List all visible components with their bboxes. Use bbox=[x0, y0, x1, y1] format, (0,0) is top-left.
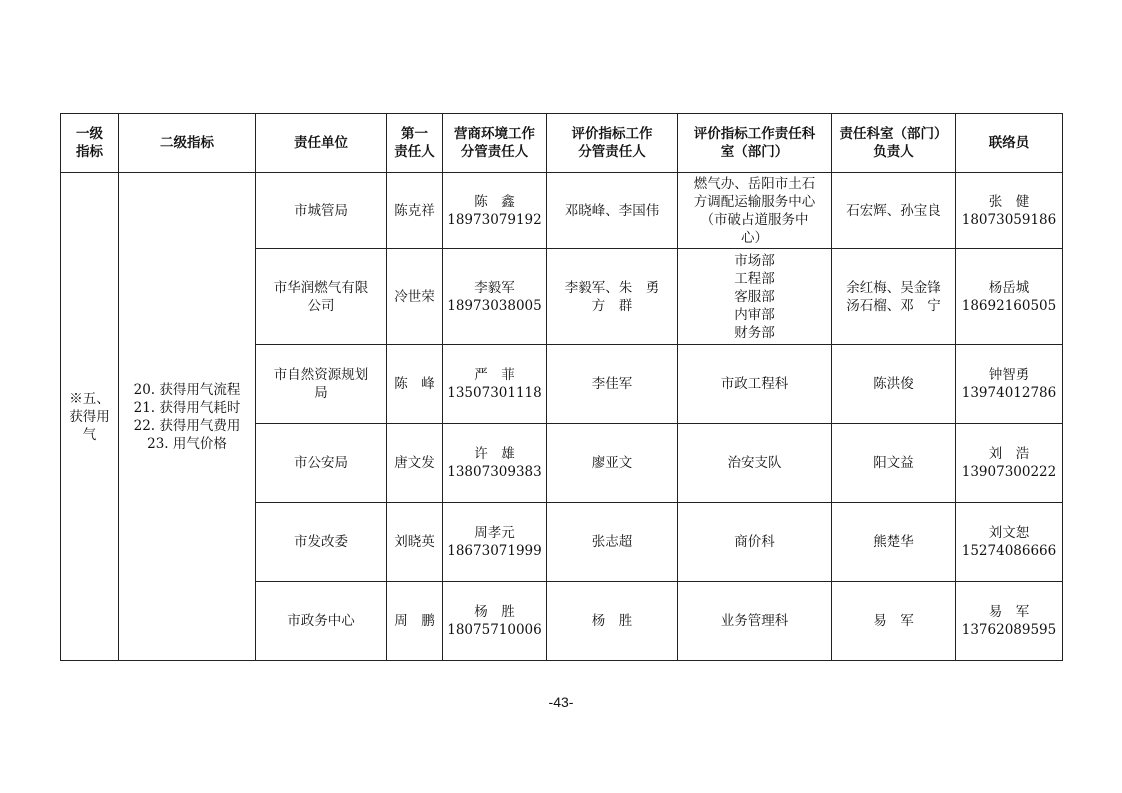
header-level1-line: 指标 bbox=[76, 144, 103, 160]
unit-cell bbox=[256, 582, 387, 661]
cell-line: 刘文恕 bbox=[988, 525, 1030, 541]
cell-line: 市场部 bbox=[734, 252, 775, 269]
level2-item: 21. 获得用气耗时 bbox=[133, 399, 241, 416]
eval-responsible-cell bbox=[547, 503, 678, 582]
cell-line: 熊楚华 bbox=[873, 534, 914, 550]
biz-responsible-cell bbox=[443, 424, 547, 503]
cell-line: 张 健 bbox=[988, 193, 1030, 210]
biz-responsible-cell bbox=[443, 582, 547, 661]
cell-line: 廖亚文 bbox=[591, 455, 633, 471]
cell-line: 陈 峰 bbox=[394, 376, 435, 392]
page-number: -43- bbox=[548, 694, 574, 710]
level2-indicators bbox=[119, 173, 256, 661]
header-head-line: 责任科室（部门） bbox=[839, 126, 948, 142]
eval-responsible-cell bbox=[547, 424, 678, 503]
cell-line: 余红梅、吴金锋 bbox=[846, 279, 941, 296]
biz-responsible-cell bbox=[443, 173, 547, 249]
cell-line: （市破占道服务中 bbox=[700, 211, 809, 228]
cell-line: 钟智勇 bbox=[988, 367, 1030, 383]
header-eval-line: 分管责任人 bbox=[578, 144, 646, 160]
cell-line: 陈洪俊 bbox=[873, 376, 914, 392]
cell-line: 陈 鑫 bbox=[474, 193, 515, 210]
cell-line: 市政务中心 bbox=[287, 613, 355, 629]
header-eval-responsible bbox=[547, 114, 678, 173]
cell-line: 汤石榴、邓 宁 bbox=[846, 297, 941, 314]
contact-cell bbox=[956, 345, 1063, 424]
eval-dept-cell bbox=[678, 249, 832, 345]
level2-item: 20. 获得用气流程 bbox=[133, 381, 241, 398]
first-responsible-cell bbox=[387, 424, 443, 503]
cell-line: 客服部 bbox=[734, 288, 775, 305]
level2-item: 22. 获得用气费用 bbox=[133, 417, 241, 434]
cell-line: 杨岳城 bbox=[988, 279, 1030, 296]
header-dept-line: 评价指标工作责任科 bbox=[693, 126, 816, 142]
header-biz-env-responsible bbox=[443, 114, 547, 173]
cell-line: 市自然资源规划 bbox=[273, 367, 369, 383]
cell-line: 市发改委 bbox=[294, 534, 348, 550]
cell-line: 公司 bbox=[307, 297, 335, 314]
cell-line: 许 雄 bbox=[474, 446, 515, 462]
dept-head-cell bbox=[832, 345, 956, 424]
cell-line: 局 bbox=[314, 385, 328, 401]
level1-line: 获得用 bbox=[69, 408, 110, 425]
eval-dept-cell bbox=[678, 582, 832, 661]
cell-line: 方 群 bbox=[591, 297, 633, 314]
cell-line: 市政工程科 bbox=[720, 376, 789, 392]
contact-cell bbox=[956, 582, 1063, 661]
contact-cell bbox=[956, 424, 1063, 503]
cell-line: 周 鹏 bbox=[394, 613, 435, 629]
level2-item: 23. 用气价格 bbox=[147, 435, 227, 452]
cell-line: 18673071999 bbox=[447, 543, 542, 559]
header-dept-head bbox=[832, 114, 956, 173]
cell-line: 18692160505 bbox=[961, 297, 1057, 314]
dept-head-cell bbox=[832, 424, 956, 503]
eval-dept-cell bbox=[678, 173, 832, 249]
header-level1 bbox=[61, 114, 119, 173]
cell-line: 18973079192 bbox=[447, 211, 542, 228]
cell-line: 18075710006 bbox=[447, 622, 542, 638]
cell-line: 13507301118 bbox=[447, 385, 542, 401]
first-responsible-cell bbox=[387, 173, 443, 249]
cell-line: 治安支队 bbox=[727, 455, 782, 471]
dept-head-cell bbox=[832, 582, 956, 661]
cell-line: 业务管理科 bbox=[720, 613, 789, 629]
level1-line: 气 bbox=[82, 426, 97, 443]
cell-line: 财务部 bbox=[734, 324, 775, 341]
first-responsible-cell bbox=[387, 503, 443, 582]
cell-line: 15274086666 bbox=[961, 543, 1057, 559]
unit-cell bbox=[256, 345, 387, 424]
contact-cell bbox=[956, 173, 1063, 249]
cell-line: 燃气办、岳阳市土石 bbox=[693, 175, 816, 192]
cell-line: 18973038005 bbox=[447, 297, 542, 314]
biz-responsible-cell bbox=[443, 345, 547, 424]
eval-responsible-cell bbox=[547, 249, 678, 345]
header-biz-line: 营商环境工作 bbox=[454, 126, 535, 142]
cell-line: 方调配运输服务中心 bbox=[693, 193, 816, 210]
cell-line: 13807309383 bbox=[447, 464, 542, 480]
header-unit: 责任单位 bbox=[256, 114, 387, 173]
cell-line: 易 军 bbox=[873, 613, 914, 629]
cell-line: 易 军 bbox=[988, 604, 1030, 620]
cell-line: 张志超 bbox=[591, 534, 633, 550]
first-responsible-cell bbox=[387, 345, 443, 424]
eval-responsible-cell bbox=[547, 345, 678, 424]
cell-line: 18073059186 bbox=[961, 211, 1057, 228]
biz-responsible-cell bbox=[443, 503, 547, 582]
cell-line: 市城管局 bbox=[294, 202, 348, 219]
header-level1-line: 一级 bbox=[76, 126, 103, 142]
header-level2: 二级指标 bbox=[119, 114, 256, 173]
biz-responsible-cell bbox=[443, 249, 547, 345]
unit-cell bbox=[256, 173, 387, 249]
contact-cell bbox=[956, 249, 1063, 345]
unit-cell bbox=[256, 249, 387, 345]
level1-indicator bbox=[61, 173, 119, 661]
cell-line: 邓晓峰、李国伟 bbox=[564, 202, 660, 219]
cell-line: 唐文发 bbox=[394, 455, 435, 471]
unit-cell bbox=[256, 424, 387, 503]
eval-responsible-cell bbox=[547, 582, 678, 661]
cell-line: 杨 胜 bbox=[591, 613, 633, 629]
cell-line: 13974012786 bbox=[961, 385, 1057, 401]
header-dept-line: 室（部门） bbox=[720, 144, 789, 160]
eval-dept-cell bbox=[678, 503, 832, 582]
header-eval-dept bbox=[678, 114, 832, 173]
header-eval-line: 评价指标工作 bbox=[571, 126, 653, 142]
first-responsible-cell bbox=[387, 582, 443, 661]
contact-cell bbox=[956, 503, 1063, 582]
cell-line: 李佳军 bbox=[591, 376, 633, 392]
unit-cell bbox=[256, 503, 387, 582]
cell-line: 严 菲 bbox=[474, 367, 515, 383]
cell-line: 市公安局 bbox=[294, 455, 348, 471]
cell-line: 冷世荣 bbox=[394, 288, 435, 305]
responsibility-table bbox=[60, 113, 1063, 661]
cell-line: 内审部 bbox=[734, 306, 775, 323]
dept-head-cell bbox=[832, 503, 956, 582]
header-head-line: 负责人 bbox=[873, 144, 914, 160]
header-first-responsible bbox=[387, 114, 443, 173]
cell-line: 市华润燃气有限 bbox=[273, 279, 369, 296]
eval-dept-cell bbox=[678, 345, 832, 424]
header-first-line: 责任人 bbox=[394, 144, 435, 160]
dept-head-cell bbox=[832, 249, 956, 345]
header-contact: 联络员 bbox=[956, 114, 1063, 173]
header-first-line: 第一 bbox=[401, 126, 428, 142]
cell-line: 石宏辉、孙宝良 bbox=[846, 202, 941, 219]
cell-line: 商价科 bbox=[734, 534, 775, 550]
cell-line: 阳文益 bbox=[873, 455, 914, 471]
cell-line: 周孝元 bbox=[474, 525, 515, 541]
dept-head-cell bbox=[832, 173, 956, 249]
header-biz-line: 分管责任人 bbox=[460, 144, 529, 160]
header-row bbox=[61, 114, 1063, 173]
cell-line: 陈克祥 bbox=[394, 202, 435, 219]
eval-dept-cell bbox=[678, 424, 832, 503]
cell-line: 李毅军、朱 勇 bbox=[564, 279, 660, 296]
cell-line: 13907300222 bbox=[961, 464, 1057, 480]
level1-line: ※五、 bbox=[69, 390, 110, 407]
eval-responsible-cell bbox=[547, 173, 678, 249]
cell-line: 心） bbox=[741, 229, 768, 246]
table-row bbox=[61, 173, 1063, 249]
cell-line: 13762089595 bbox=[961, 622, 1057, 638]
cell-line: 李毅军 bbox=[474, 279, 515, 296]
cell-line: 杨 胜 bbox=[474, 604, 515, 620]
cell-line: 刘晓英 bbox=[394, 534, 435, 550]
first-responsible-cell bbox=[387, 249, 443, 345]
cell-line: 工程部 bbox=[734, 270, 775, 287]
cell-line: 刘 浩 bbox=[988, 446, 1030, 462]
